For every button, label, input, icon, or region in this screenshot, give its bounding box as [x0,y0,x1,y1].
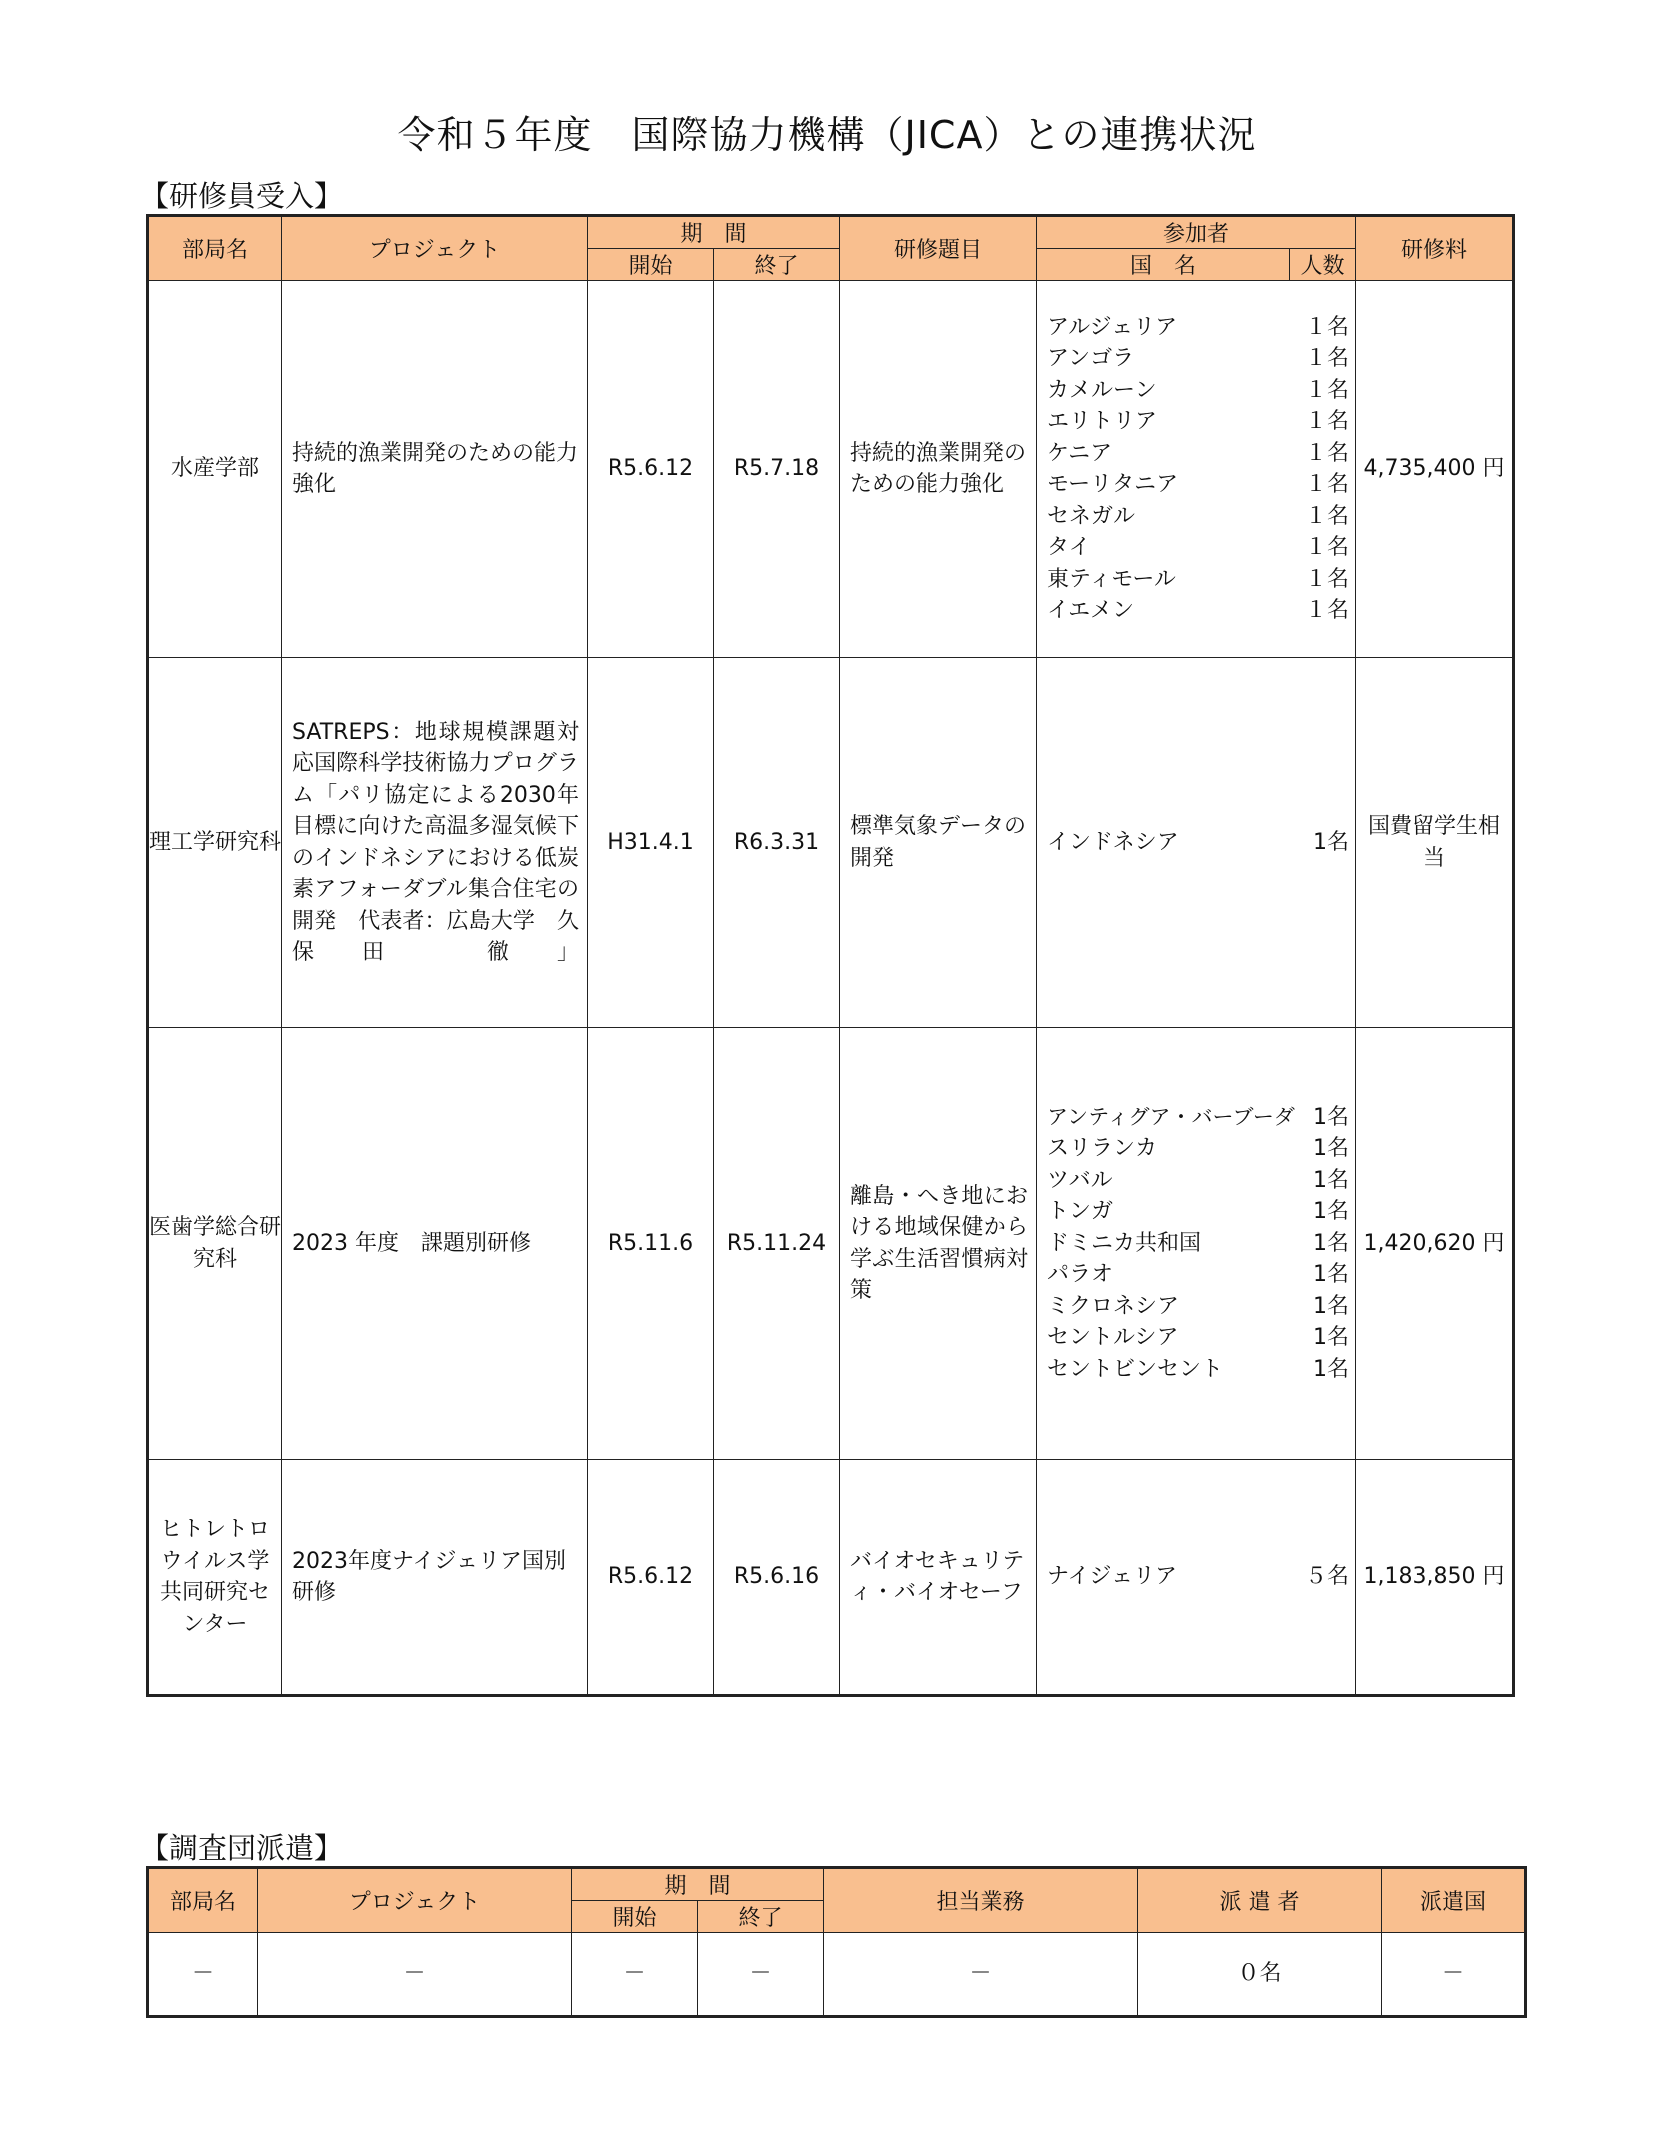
participant-item [1047,564,1349,596]
header-count: 人数 [1290,249,1356,281]
topic-cell: バイオセキュリティ・バイオセーフ [840,1460,1037,1696]
country-name: ツバル [1047,1167,1113,1193]
table-row [148,1933,1526,2017]
country-name: ドミニカ共和国 [1047,1230,1202,1256]
dept-cell: ヒトレトロウイルス学共同研究センター [148,1460,282,1696]
country-name: ナイジェリア [1047,1564,1178,1590]
country-name: 東ティモール [1047,566,1176,592]
participant-count: １名 [1305,566,1350,592]
participant-count: ５名 [1305,1564,1350,1590]
header-dept: 部局名 [148,1868,258,1933]
country-name: モーリタニア [1047,472,1179,497]
participant-item [1047,438,1349,470]
table-row [148,1028,1514,1460]
fee-cell: 国費留学生相当 [1356,658,1514,1028]
header-period: 期 間 [572,1868,824,1901]
page-title: 令和５年度 国際協力機構（JICA）との連携状況 [397,113,1257,157]
participant-item [1047,469,1349,501]
start-cell: － [572,1933,698,2017]
participant-item [1047,1228,1349,1260]
country-name: アンティグア・バーブーダ [1047,1104,1295,1129]
participant-count: １名 [1305,440,1350,466]
participant-item [1047,595,1349,627]
participant-item [1047,375,1349,407]
project-cell: 持続的漁業開発のための能力強化 [282,281,588,658]
fee-cell: 4,735,400 円 [1356,281,1514,658]
country-name: タイ [1047,535,1091,560]
participant-count: 1名 [1313,829,1350,855]
country-name: アルジェリア [1047,314,1178,340]
participant-count: 1名 [1313,1199,1350,1225]
dept-cell: 理工学研究科 [148,658,282,1028]
participant-item [1047,1354,1349,1386]
country-name: セネガル [1047,503,1136,529]
participant-item [1047,1102,1349,1134]
participant-item [1047,406,1349,438]
participant-item [1047,1133,1349,1165]
country-name: カメルーン [1047,377,1157,403]
topic-cell: 標準気象データの開発 [840,658,1037,1028]
header-country: 国 名 [1037,249,1290,281]
project-cell: 2023 年度 課題別研修 [282,1028,588,1460]
topic-cell: 離島・へき地における地域保健から学ぶ生活習慣病対策 [840,1028,1037,1460]
project-cell: SATREPS：地球規模課題対応国際科学技術協力プログラム「パリ協定による2030年目標に向けた高温多湿気候下のインドネシアにおける低炭素アフォーダブル集合住宅の開発 代表者：広島大学 久保田 徹」 [282,658,588,1028]
dept-cell: 医歯学総合研究科 [148,1028,282,1460]
topic-cell: 持続的漁業開発のための能力強化 [840,281,1037,658]
section-heading-dispatch: 【調査団派遣】 [140,1831,344,1865]
end-cell: R5.11.24 [714,1028,840,1460]
country-name: エリトリア [1047,409,1158,434]
header-end: 終了 [698,1901,824,1933]
participant-count: 1名 [1313,1167,1350,1193]
header-period: 期 間 [588,216,840,249]
header-fee: 研修料 [1356,216,1514,281]
table-row [148,281,1514,658]
header-project: プロジェクト [282,216,588,281]
table-row [148,658,1514,1028]
dispatch-country-cell: － [1382,1933,1526,2017]
start-cell: R5.6.12 [588,1460,714,1696]
country-name: ケニア [1047,440,1113,466]
participant-count: 1名 [1313,1293,1350,1319]
fee-cell: 1,183,850 円 [1356,1460,1514,1696]
participant-count: １名 [1305,535,1350,560]
participant-count: 1名 [1313,1230,1350,1256]
dispatched-cell: ０名 [1138,1933,1382,2017]
header-dept: 部局名 [148,216,282,281]
participants-cell [1037,281,1356,658]
header-dispatched: 派 遣 者 [1138,1868,1382,1933]
header-end: 終了 [714,249,840,281]
participant-item [1047,1196,1349,1228]
participant-count: 1名 [1313,1325,1350,1351]
fee-cell: 1,420,620 円 [1356,1028,1514,1460]
participant-item [1047,1165,1349,1197]
header-participants: 参加者 [1037,216,1356,249]
dept-cell: 水産学部 [148,281,282,658]
participant-item [1047,501,1349,533]
end-cell: R5.7.18 [714,281,840,658]
participant-item [1047,1322,1349,1354]
participant-count: １名 [1305,377,1350,403]
duty-cell: － [824,1933,1138,2017]
country-name: セントルシア [1047,1325,1179,1351]
dispatch-table [146,1866,1527,2018]
start-cell: R5.11.6 [588,1028,714,1460]
participant-count: 1名 [1313,1262,1350,1288]
participant-item [1047,1291,1349,1323]
country-name: スリランカ [1047,1136,1158,1162]
header-project: プロジェクト [258,1868,572,1933]
section-heading-trainees: 【研修員受入】 [140,179,344,213]
participant-count: １名 [1305,472,1350,497]
participant-count: 1名 [1313,1356,1350,1382]
participant-item [1047,1561,1349,1593]
country-name: セントビンセント [1047,1356,1224,1382]
country-name: イエメン [1047,598,1135,623]
header-duty: 担当業務 [824,1868,1138,1933]
project-cell: － [258,1933,572,2017]
participant-count: 1名 [1313,1136,1350,1162]
country-name: パラオ [1047,1262,1114,1288]
trainee-table [146,214,1515,1697]
participant-item [1047,532,1349,564]
country-name: アンゴラ [1047,346,1135,371]
participant-count: １名 [1305,346,1350,371]
participants-cell [1037,658,1356,1028]
dept-cell: － [148,1933,258,2017]
end-cell: － [698,1933,824,2017]
participant-count: １名 [1305,409,1350,434]
participant-count: １名 [1305,314,1350,340]
start-cell: R5.6.12 [588,281,714,658]
participants-cell [1037,1028,1356,1460]
participant-item [1047,1259,1349,1291]
start-cell: H31.4.1 [588,658,714,1028]
header-topic: 研修題目 [840,216,1037,281]
header-start: 開始 [572,1901,698,1933]
project-cell: 2023年度ナイジェリア国別研修 [282,1460,588,1696]
participant-item [1047,827,1349,859]
participant-count: １名 [1305,598,1350,623]
end-cell: R5.6.16 [714,1460,840,1696]
participants-cell [1037,1460,1356,1696]
participant-item [1047,312,1349,344]
table-row [148,1460,1514,1696]
participant-count: 1名 [1313,1104,1350,1130]
country-name: インドネシア [1047,829,1179,855]
country-name: トンガ [1047,1199,1114,1225]
header-start: 開始 [588,249,714,281]
header-dispatch-country: 派遣国 [1382,1868,1526,1933]
participant-count: １名 [1305,503,1350,529]
participant-item [1047,343,1349,375]
end-cell: R6.3.31 [714,658,840,1028]
country-name: ミクロネシア [1047,1293,1180,1319]
